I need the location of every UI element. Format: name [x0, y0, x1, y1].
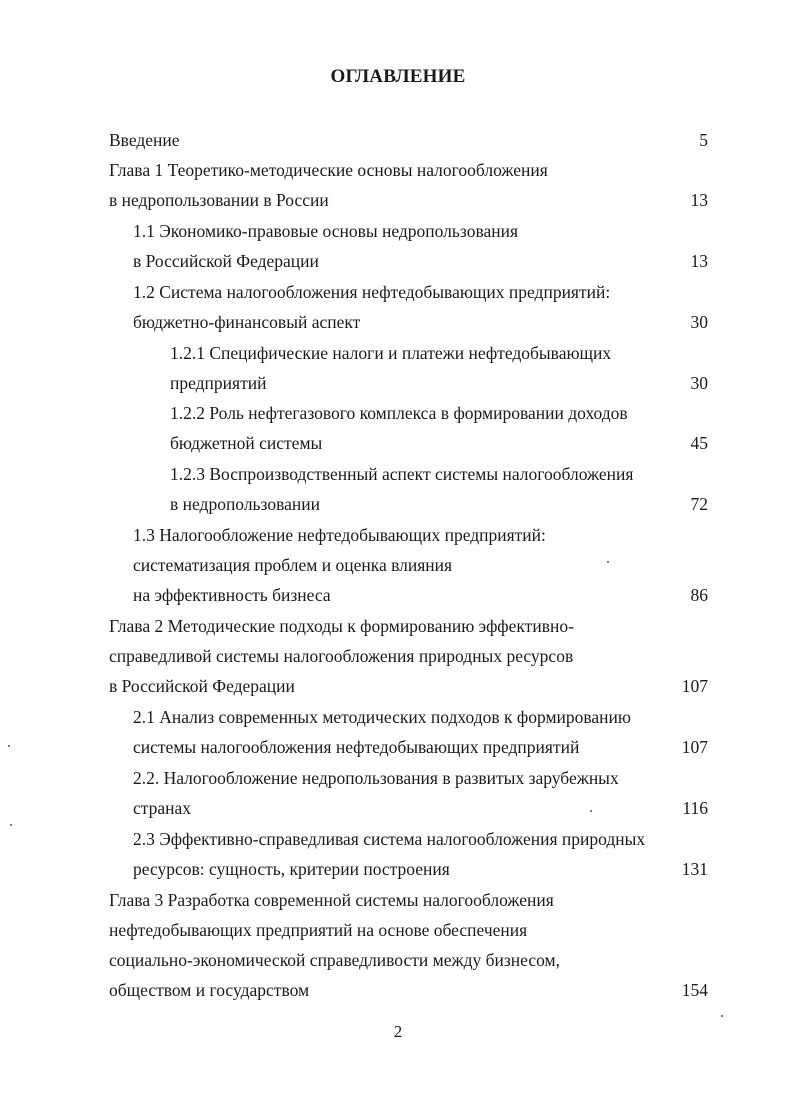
toc-page-number: 86: [690, 585, 708, 605]
toc-entry-subsection-1-2-3-cont: в недропользовании: [170, 494, 320, 514]
toc-entry-section-1-3-cont: на эффективность бизнеса: [133, 585, 331, 605]
toc-entry-subsection-1-2-1: 1.2.1 Специфические налоги и платежи нефтедобывающих: [170, 343, 612, 363]
toc-page-number: 30: [690, 373, 708, 393]
toc-entry-section-1-2: 1.2 Система налогообложения нефтедобывающих предприятий:: [133, 282, 611, 302]
toc-entry-subsection-1-2-2-cont: бюджетной системы: [170, 433, 323, 453]
toc-entry-section-2-2-cont: странах: [133, 798, 192, 818]
toc-page-number: 107: [681, 676, 708, 696]
toc-page-number: 5: [699, 130, 708, 150]
scan-speck: [721, 1015, 723, 1017]
toc-entry-subsection-1-2-3: 1.2.3 Воспроизводственный аспект системы налогообложения: [170, 464, 634, 484]
toc-page-number: 131: [681, 859, 708, 879]
toc-entry-section-2-2: 2.2. Налогообложение недропользования в развитых зарубежных: [133, 768, 619, 788]
toc-entry-chapter-3-cont: обществом и государством: [109, 980, 310, 1000]
toc-entry-section-2-1-cont: системы налогообложения нефтедобывающих предприятий: [133, 737, 580, 757]
toc-page-number: 13: [690, 190, 708, 210]
toc-entry-chapter-3-cont: нефтедобывающих предприятий на основе обеспечения: [109, 920, 528, 940]
toc-entry-section-1-3: 1.3 Налогообложение нефтедобывающих предприятий:: [133, 525, 546, 545]
toc-entry-section-2-1: 2.1 Анализ современных методических подходов к формированию: [133, 707, 631, 727]
scan-speck: [10, 824, 12, 826]
toc-entry-section-1-2-cont: бюджетно-финансовый аспект: [133, 312, 361, 332]
toc-entry-chapter-2-cont: справедливой системы налогообложения природных ресурсов: [109, 646, 574, 666]
toc-entry-chapter-1: Глава 1 Теоретико-методические основы налогообложения: [109, 160, 548, 180]
toc-entry-section-2-3: 2.3 Эффективно-справедливая система налогообложения природных: [133, 829, 646, 849]
toc-entry-chapter-1-cont: в недропользовании в России: [109, 190, 329, 210]
scan-speck: [8, 745, 10, 747]
toc-entry-section-1-3-cont: систематизация проблем и оценка влияния: [133, 555, 453, 575]
scan-speck: [607, 561, 609, 563]
toc-entry-introduction: Введение: [109, 130, 180, 150]
page-title: ОГЛАВЛЕНИЕ: [330, 66, 466, 87]
toc-entry-chapter-3-cont: социально-экономической справедливости между бизнесом,: [109, 950, 560, 970]
toc-page-number: 154: [681, 980, 708, 1000]
toc-page-number: 72: [690, 494, 708, 514]
toc-entry-chapter-2-cont: в Российской Федерации: [109, 676, 295, 696]
page-number: 2: [393, 1022, 403, 1041]
toc-page-number: 45: [690, 433, 708, 453]
toc-page-number: 107: [681, 737, 708, 757]
toc-entry-section-1-1: 1.1 Экономико-правовые основы недропользования: [133, 221, 519, 241]
toc-entry-section-2-3-cont: ресурсов: сущность, критерии построения: [133, 859, 450, 879]
scan-speck: [590, 810, 592, 812]
toc-entry-section-1-1-cont: в Российской Федерации: [133, 251, 319, 271]
toc-page-number: 13: [690, 251, 708, 271]
toc-page-number: 30: [690, 312, 708, 332]
toc-entry-subsection-1-2-1-cont: предприятий: [170, 373, 267, 393]
toc-entry-subsection-1-2-2: 1.2.2 Роль нефтегазового комплекса в формировании доходов: [170, 403, 628, 423]
toc-entry-chapter-2: Глава 2 Методические подходы к формированию эффективно-: [109, 616, 574, 636]
toc-page-number: 116: [682, 798, 708, 818]
toc-entry-chapter-3: Глава 3 Разработка современной системы налогообложения: [109, 890, 554, 910]
